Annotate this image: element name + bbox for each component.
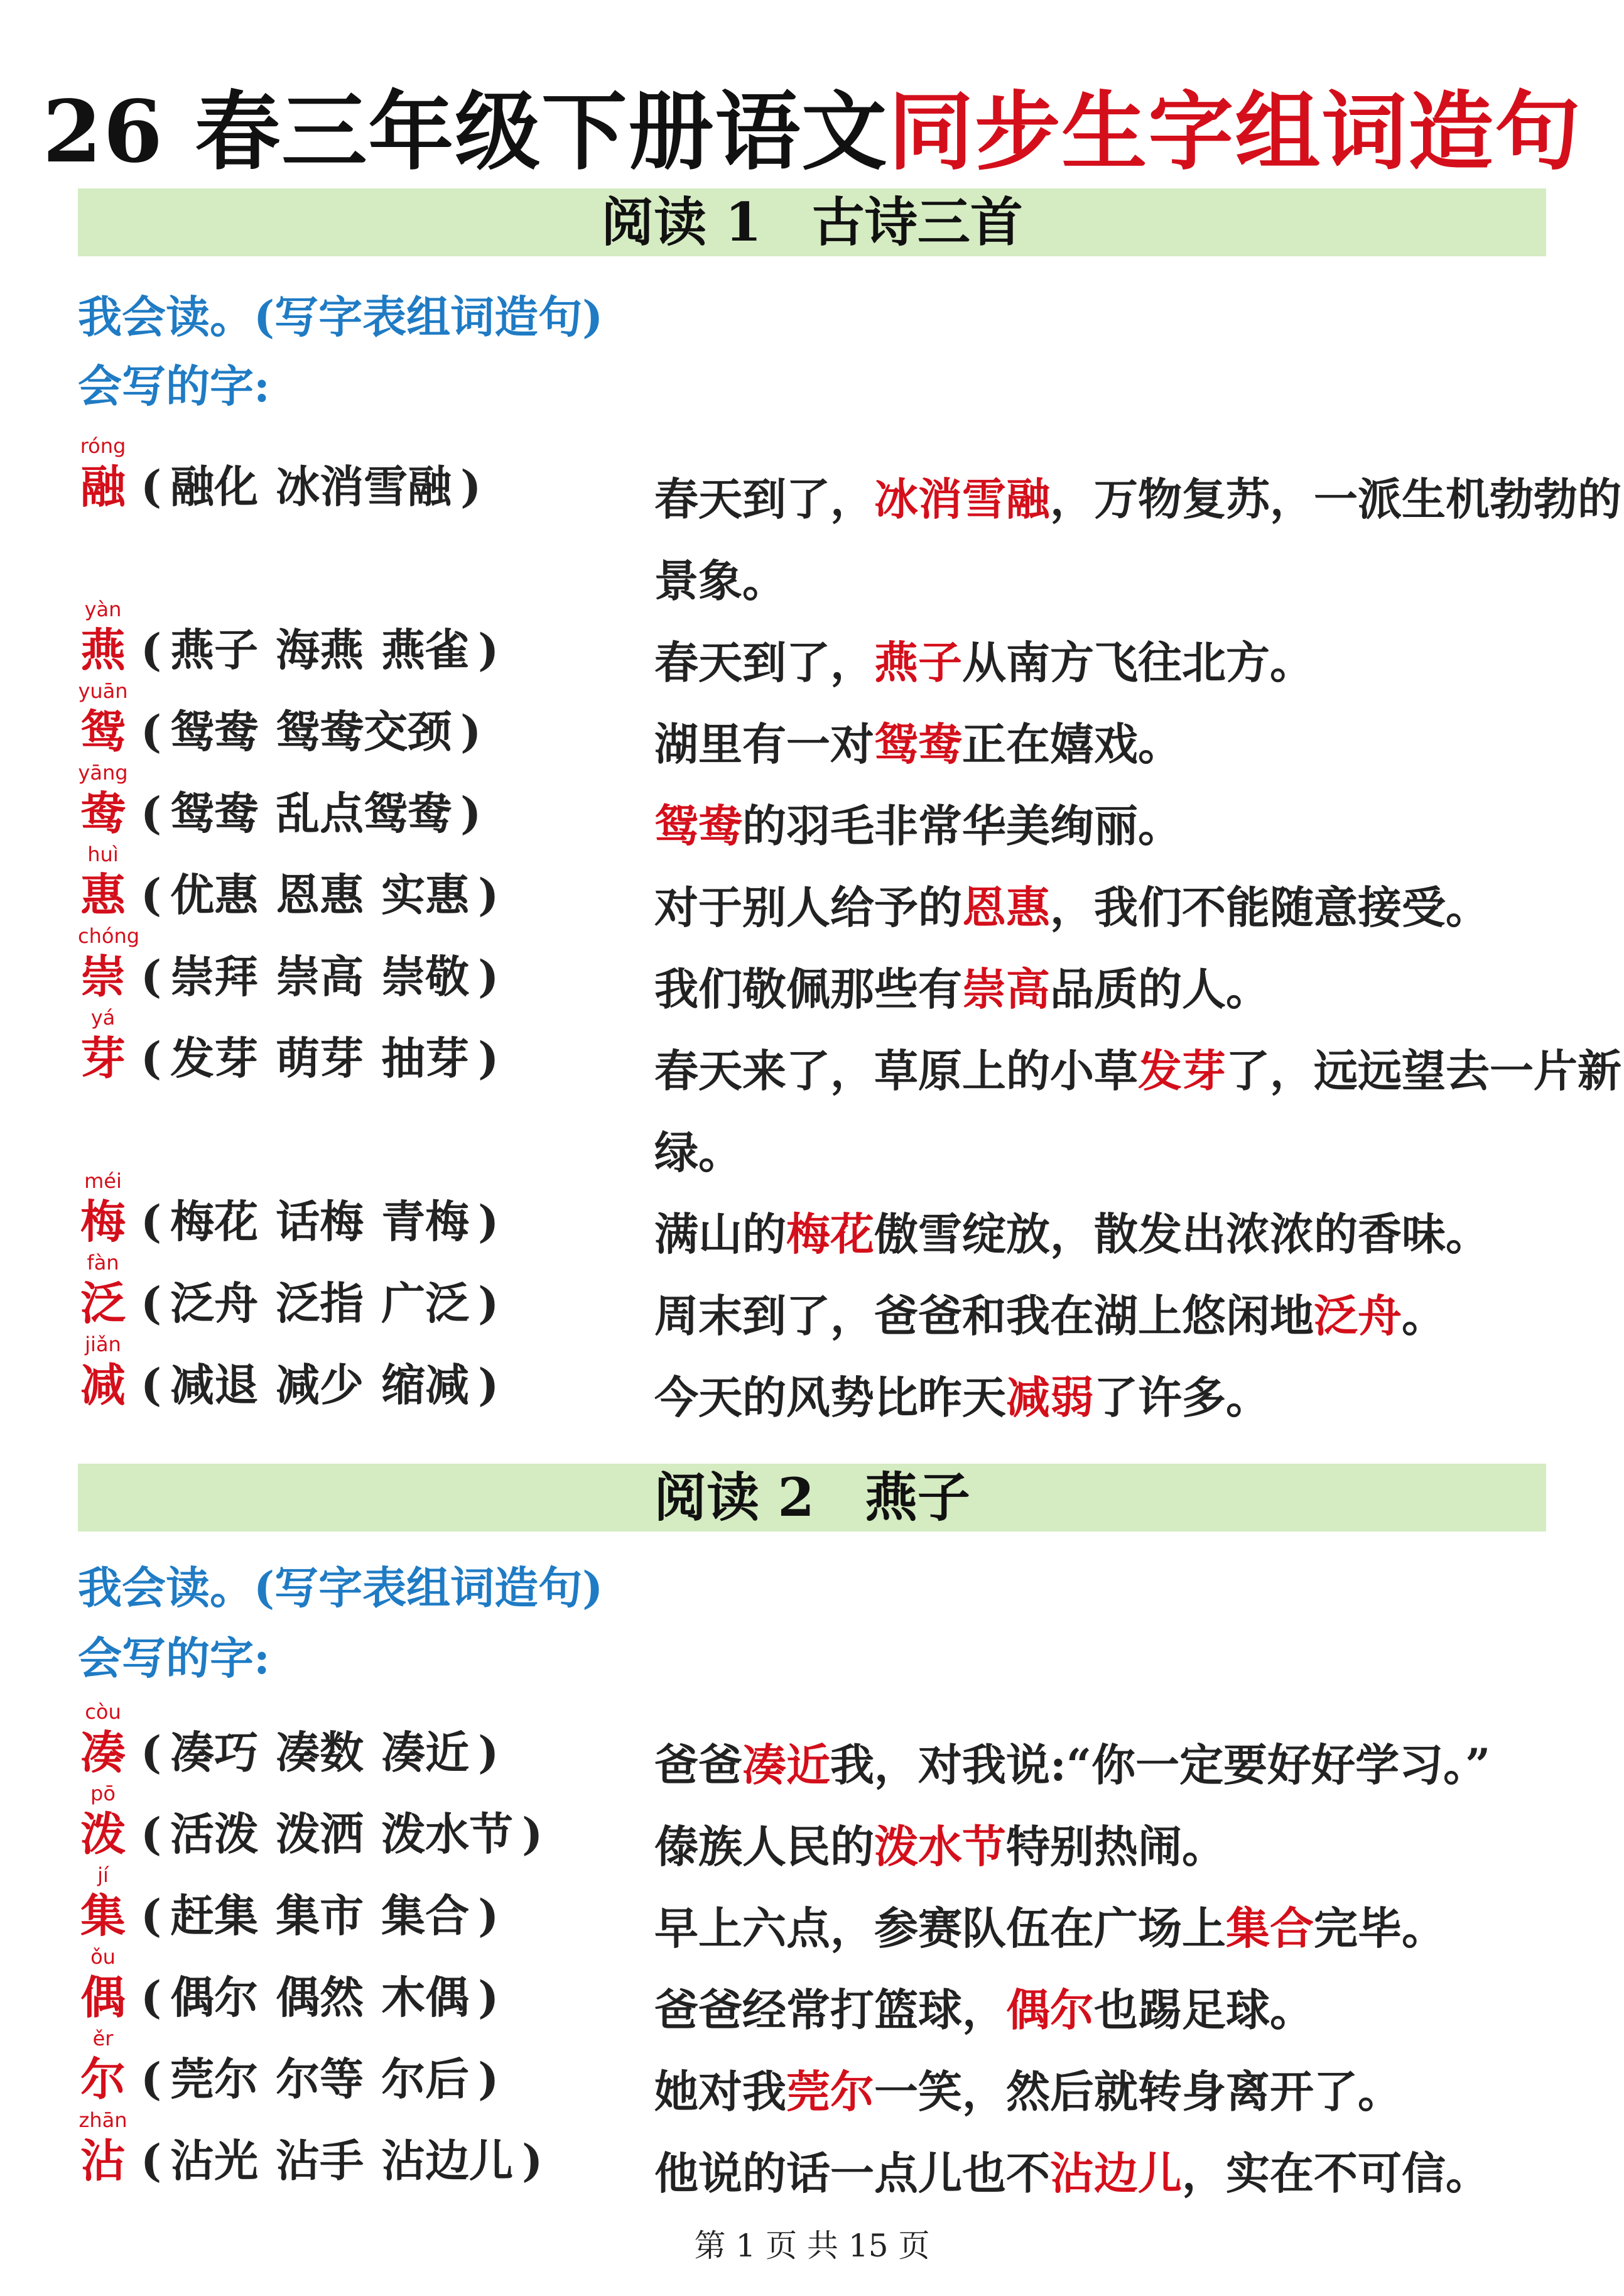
- word: 泛舟: [170, 1277, 259, 1329]
- word: 海燕: [276, 624, 364, 676]
- sentence-text: 对于别人给予的: [654, 881, 962, 933]
- hanzi-char: 芽: [80, 1031, 126, 1085]
- hanzi-char: 尔: [80, 2052, 126, 2106]
- sentence-text: 完毕。: [1314, 1902, 1446, 1954]
- word: 优惠: [170, 869, 259, 921]
- hanzi-char: 燕: [80, 623, 126, 677]
- word: 崇拜: [170, 950, 259, 1003]
- word: 沾光: [170, 2135, 259, 2187]
- sentence-highlight: 鸳鸯: [654, 800, 742, 852]
- hanzi-char: 梅: [80, 1195, 126, 1248]
- word: 泼水节: [381, 1808, 514, 1860]
- sentence-highlight: 恩惠: [962, 881, 1050, 933]
- sentence-text: 了许多。: [1094, 1371, 1270, 1423]
- title-part2: 同步生字组词造句: [888, 82, 1582, 182]
- word: 崇高: [276, 950, 364, 1003]
- word: 尔后: [381, 2053, 470, 2105]
- pinyin: ěr: [92, 2027, 114, 2050]
- sentence-text: 春天到了，: [654, 636, 874, 688]
- word: 赶集: [170, 1890, 259, 1942]
- hanzi-char: 偶: [80, 1971, 126, 2024]
- word: 燕子: [170, 624, 259, 676]
- char-entry: [78, 1944, 1573, 2036]
- sentence-highlight: 梅花: [786, 1208, 874, 1260]
- sentence-text: 我，对我说:“你一定要好好学习。”: [830, 1739, 1491, 1791]
- hanzi-char: 惠: [80, 868, 126, 922]
- section-2-intro: 我会读。(写字表组词造句): [78, 1562, 604, 1614]
- sentence-text: 他说的话一点儿也不: [654, 2147, 1050, 2199]
- section-1-label: 会写的字:: [78, 360, 270, 412]
- sentence-text: 周末到了，爸爸和我在湖上悠闲地: [654, 1290, 1314, 1342]
- pinyin: jiǎn: [85, 1332, 121, 1356]
- word: 减少: [276, 1359, 364, 1411]
- word: 沾边儿: [381, 2135, 514, 2187]
- word: 乱点鸳鸯: [276, 787, 452, 839]
- pinyin: yàn: [84, 597, 122, 621]
- pinyin: còu: [85, 1700, 121, 1724]
- pinyin: chóng: [78, 924, 140, 948]
- word-group: ( 活泼 泼洒 泼水节 ): [141, 1806, 543, 1863]
- sentence-text: 爸爸经常打篮球，: [654, 1984, 1006, 2036]
- word: 集市: [276, 1890, 364, 1942]
- sentence-text: 傣族人民的: [654, 1820, 874, 1873]
- word: 凑近: [381, 1726, 470, 1778]
- sentence-highlight: 发芽: [1138, 1045, 1226, 1097]
- word-group: ( 偶尔 偶然 木偶 ): [141, 1969, 499, 2026]
- hanzi-char: 减: [80, 1358, 126, 1412]
- char-entry: [78, 433, 1621, 607]
- section-2-banner: [78, 1464, 1546, 1532]
- sentence-text: 今天的风势比昨天: [654, 1371, 1006, 1423]
- word: 尔等: [276, 2053, 364, 2105]
- sentence-text: 她对我: [654, 2065, 786, 2118]
- sentence-text: 从南方飞往北方。: [962, 636, 1314, 688]
- sentence-text: ，万物复苏，一派生机勃勃的景象。: [654, 473, 1621, 607]
- sentence-text: ，我们不能随意接受。: [1050, 881, 1490, 933]
- word-group: ( 融化 冰消雪融 ): [141, 459, 481, 515]
- hanzi-char: 融: [80, 460, 126, 513]
- sentence-text: 品质的人。: [1050, 963, 1270, 1015]
- sentence-highlight: 沾边儿: [1050, 2147, 1182, 2199]
- sentence-highlight: 燕子: [874, 636, 962, 688]
- char-entry: [78, 842, 1573, 933]
- pinyin: pō: [90, 1782, 116, 1805]
- hanzi-char: 泛: [80, 1276, 126, 1330]
- word: 鸳鸯: [170, 705, 259, 758]
- sentence-text: ，实在不可信。: [1182, 2147, 1490, 2199]
- word-group: ( 泛舟 泛指 广泛 ): [141, 1275, 499, 1332]
- word: 活泼: [170, 1808, 259, 1860]
- word: 融化: [170, 460, 259, 513]
- section-1-subtitle: 古诗三首: [811, 191, 1023, 253]
- pinyin: zhān: [78, 2108, 127, 2132]
- word: 凑数: [276, 1726, 364, 1778]
- char-entry: [78, 2026, 1573, 2118]
- word: 崇敬: [381, 950, 470, 1003]
- section-2-subtitle: 燕子: [864, 1466, 970, 1528]
- word: 萌芽: [276, 1032, 364, 1084]
- word: 冰消雪融: [276, 460, 452, 513]
- word: 广泛: [381, 1277, 470, 1329]
- sentence-text: 了，远远望去一片新绿。: [654, 1045, 1621, 1178]
- pinyin: ǒu: [90, 1945, 116, 1969]
- pinyin: fàn: [87, 1251, 119, 1275]
- word: 凑巧: [170, 1726, 259, 1778]
- section-1-heading: 阅读 1: [601, 191, 762, 253]
- sentence-text: 。: [1402, 1290, 1446, 1342]
- word: 莞尔: [170, 2053, 259, 2105]
- sentence-text: 的羽毛非常华美绚丽。: [742, 800, 1182, 852]
- hanzi-char: 集: [80, 1889, 126, 1942]
- sentence-highlight: 凑近: [742, 1739, 830, 1791]
- sentence-text: 傲雪绽放，散发出浓浓的香味。: [874, 1208, 1490, 1260]
- word: 沾手: [276, 2135, 364, 2187]
- char-entry: [78, 1332, 1573, 1423]
- word-group: ( 凑巧 凑数 凑近 ): [141, 1724, 499, 1781]
- sentence-text: 爸爸: [654, 1739, 742, 1791]
- char-entry: [78, 597, 1573, 688]
- char-entry: [78, 1699, 1573, 1791]
- sentence-highlight: 泛舟: [1314, 1290, 1402, 1342]
- char-entry: [78, 1781, 1573, 1873]
- word-group: ( 燕子 海燕 燕雀 ): [141, 622, 499, 678]
- char-entry: [78, 1250, 1573, 1342]
- word: 泛指: [276, 1277, 364, 1329]
- word: 集合: [381, 1890, 470, 1942]
- pinyin: huì: [87, 842, 119, 866]
- word-group: ( 沾光 沾手 沾边儿 ): [141, 2133, 543, 2189]
- hanzi-char: 鸳: [80, 705, 126, 758]
- sentence-highlight: 莞尔: [786, 2065, 874, 2118]
- hanzi-char: 凑: [80, 1726, 126, 1779]
- word: 缩减: [381, 1359, 470, 1411]
- char-entry: [78, 760, 1573, 852]
- sentence-text: 正在嬉戏。: [962, 718, 1182, 770]
- word: 燕雀: [381, 624, 470, 676]
- sentence-highlight: 鸳鸯: [874, 718, 962, 770]
- sentence-highlight: 崇高: [962, 963, 1050, 1015]
- hanzi-char: 崇: [80, 950, 126, 1003]
- word: 鸳鸯交颈: [276, 705, 452, 758]
- section-2-label: 会写的字:: [78, 1632, 270, 1684]
- word: 话梅: [276, 1195, 364, 1248]
- section-2-heading: 阅读 2: [654, 1466, 815, 1528]
- word-group: ( 发芽 萌芽 抽芽 ): [141, 1030, 499, 1087]
- sentence-text: 一笑，然后就转身离开了。: [874, 2065, 1402, 2118]
- section-1-banner: [78, 188, 1546, 256]
- page-title: [0, 72, 1624, 192]
- word: 恩惠: [276, 869, 364, 921]
- word: 实惠: [381, 869, 470, 921]
- word-group: ( 梅花 话梅 青梅 ): [141, 1194, 499, 1250]
- char-entry: [78, 678, 1573, 770]
- sentence-highlight: 冰消雪融: [874, 473, 1050, 525]
- word: 偶然: [276, 1971, 364, 2023]
- pinyin: yuān: [78, 679, 128, 703]
- sentence-text: 春天来了，草原上的小草: [654, 1045, 1138, 1097]
- example-sentence: [654, 2133, 1621, 2214]
- char-entry: [78, 923, 1573, 1015]
- char-entry: [78, 2108, 1573, 2199]
- sentence-highlight: 偶尔: [1006, 1984, 1094, 2036]
- sentence-text: 春天到了，: [654, 473, 874, 525]
- pinyin: yá: [90, 1006, 116, 1030]
- word-group: ( 鸳鸯 乱点鸳鸯 ): [141, 785, 481, 842]
- word: 发芽: [170, 1032, 259, 1084]
- sentence-highlight: 减弱: [1006, 1371, 1094, 1423]
- sentence-text: 湖里有一对: [654, 718, 874, 770]
- word-group: ( 优惠 恩惠 实惠 ): [141, 867, 499, 923]
- sentence-text: 早上六点，参赛队伍在广场上: [654, 1902, 1226, 1954]
- sentence-text: 也踢足球。: [1094, 1984, 1314, 2036]
- word-group: ( 赶集 集市 集合 ): [141, 1888, 499, 1944]
- pinyin: róng: [80, 434, 126, 458]
- char-entry: [78, 1863, 1573, 1954]
- sentence-text: 满山的: [654, 1208, 786, 1260]
- word-group: ( 鸳鸯 鸳鸯交颈 ): [141, 704, 481, 760]
- word-group: ( 莞尔 尔等 尔后 ): [141, 2051, 499, 2108]
- pinyin: jí: [97, 1863, 109, 1887]
- pinyin: méi: [84, 1169, 122, 1193]
- hanzi-char: 鸯: [80, 786, 126, 840]
- page-number: 第 1 页 共 15 页: [694, 2228, 930, 2264]
- char-entry: [78, 1005, 1621, 1178]
- word-group: ( 减退 减少 缩减 ): [141, 1357, 499, 1413]
- word: 梅花: [170, 1195, 259, 1248]
- char-entry: [78, 1168, 1573, 1260]
- sentence-text: 特别热闹。: [1006, 1820, 1226, 1873]
- word-group: ( 崇拜 崇高 崇敬 ): [141, 949, 499, 1005]
- word: 木偶: [381, 1971, 470, 2023]
- section-1-intro: 我会读。(写字表组词造句): [78, 291, 604, 343]
- word: 减退: [170, 1359, 259, 1411]
- pinyin: yāng: [78, 761, 128, 785]
- word: 抽芽: [381, 1032, 470, 1084]
- title-part1: 26 春三年级下册语文: [42, 82, 889, 182]
- word: 鸳鸯: [170, 787, 259, 839]
- hanzi-char: 泼: [80, 1807, 126, 1861]
- hanzi-char: 沾: [80, 2134, 126, 2187]
- sentence-text: 我们敬佩那些有: [654, 963, 962, 1015]
- word: 泼洒: [276, 1808, 364, 1860]
- sentence-highlight: 泼水节: [874, 1820, 1006, 1873]
- example-sentence: [654, 1357, 1621, 1439]
- sentence-highlight: 集合: [1226, 1902, 1314, 1954]
- word: 偶尔: [170, 1971, 259, 2023]
- word: 青梅: [381, 1195, 470, 1248]
